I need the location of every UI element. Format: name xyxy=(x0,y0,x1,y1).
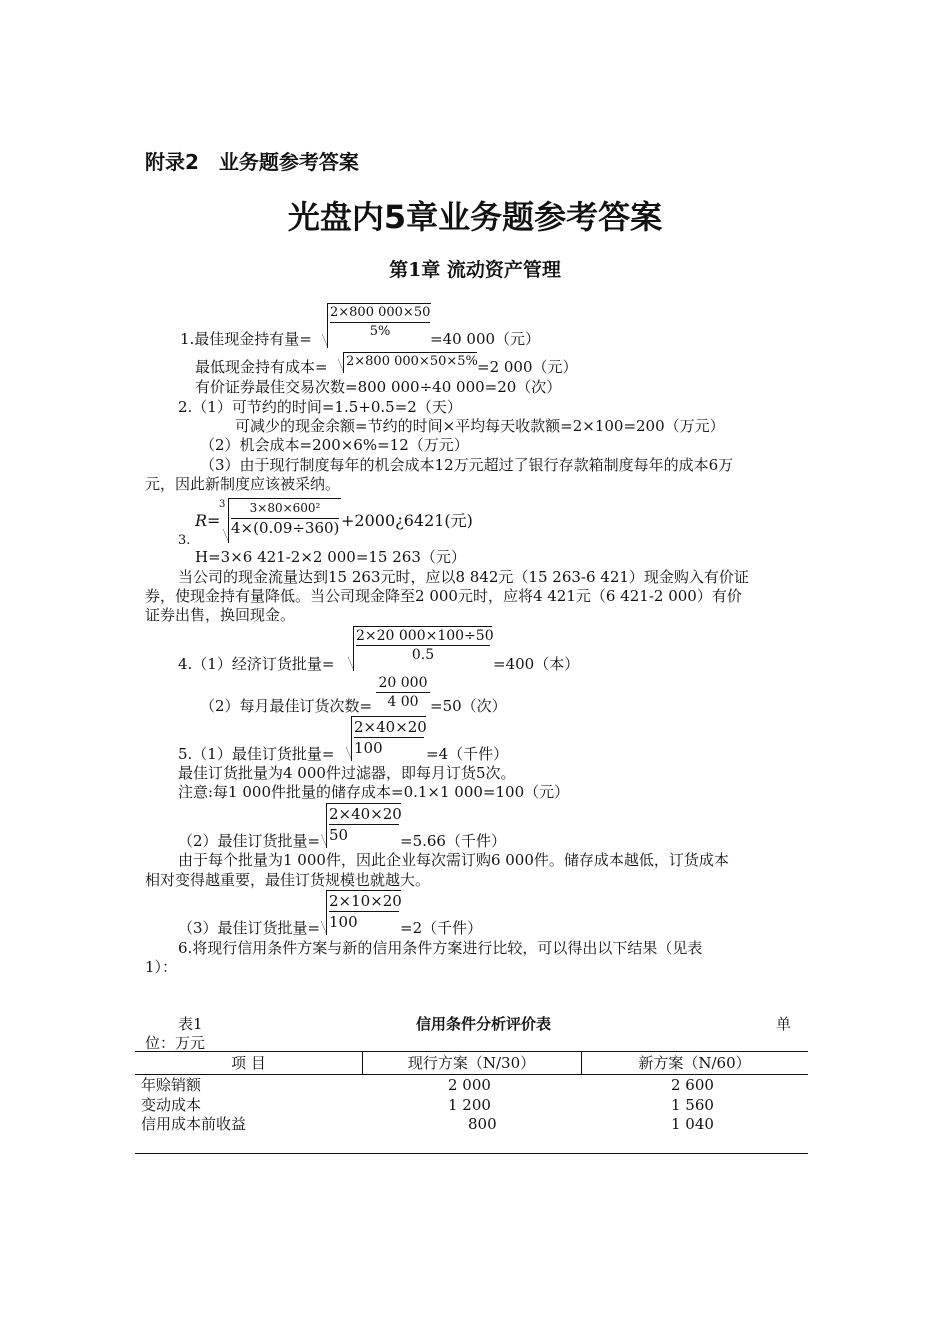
fraction-bar xyxy=(330,322,430,323)
q1-optimal-cash-result: =40 000（元） xyxy=(430,330,541,348)
header-current: 现行方案（N/30） xyxy=(407,1054,536,1072)
q6-line2: 1）： xyxy=(145,958,178,976)
page-title: 光盘内5章业务题参考答案 xyxy=(287,198,663,236)
q3-fraction xyxy=(231,500,339,538)
q5-fraction-1 xyxy=(354,718,427,757)
denominator: 50 xyxy=(329,826,349,844)
numerator: 2×10×20 xyxy=(329,892,402,910)
numerator: 3×80×600² xyxy=(249,501,321,515)
q1-min-cost-label: 最低现金持有成本= xyxy=(195,358,328,376)
fraction-bar xyxy=(329,824,399,825)
fraction-bar xyxy=(354,737,424,738)
q3-para2: 券，使现金持有量降低。当公司现金降至2 000元时，应将4 421元（6 421-2 000）有价 xyxy=(145,587,742,605)
q2-line2: 可减少的现金余额=节约的时间×平均每天收款额=2×100=200（万元） xyxy=(235,417,725,435)
q4-monthly-fraction xyxy=(376,675,430,710)
q2-line1: 2.（1）可节约的时间=1.5+0.5=2（天） xyxy=(178,398,462,416)
q1-fraction xyxy=(330,305,430,340)
row-label: 年赊销额 xyxy=(141,1076,202,1094)
numerator: 2×800 000×50 xyxy=(330,305,431,320)
credit-terms-table xyxy=(135,1051,808,1154)
table-unit-a: 单 xyxy=(776,1015,792,1033)
q6-line1: 6.将现行信用条件方案与新的信用条件方案进行比较，可以得出以下结果（见表 xyxy=(178,939,703,957)
header-item: 项 目 xyxy=(231,1054,266,1072)
q2-line4: （3）由于现行制度每年的机会成本12万元超过了银行存款箱制度每年的成本6万 xyxy=(200,456,734,474)
q5-line3: 注意:每1 000件批量的储存成本=0.1×1 000=100（元） xyxy=(178,783,570,801)
numerator: 2×40×20 xyxy=(329,805,402,823)
q2-line5: 元，因此新制度应该被采纳。 xyxy=(145,475,341,493)
row-label: 变动成本 xyxy=(141,1096,202,1114)
q3-label: 3. xyxy=(178,533,191,548)
denominator: 5% xyxy=(369,324,391,339)
fraction-bar xyxy=(356,645,490,646)
q5-line6: 相对变得越重要，最佳订货规模也就越大。 xyxy=(145,871,431,889)
cell-current: 800 xyxy=(468,1115,497,1133)
cell-current: 1 200 xyxy=(448,1096,491,1114)
fraction-bar xyxy=(329,911,399,912)
cell-current: 2 000 xyxy=(448,1076,491,1094)
q5-line5: 由于每个批量为1 000件，因此企业每次需订购6 000件。储存成本越低，订货成本 xyxy=(178,851,729,869)
q3-h: H=3×6 421-2×2 000=15 263（元） xyxy=(195,548,466,566)
denominator: 0.5 xyxy=(411,647,435,663)
table-label: 表1 xyxy=(178,1015,203,1033)
header-new: 新方案（N/60） xyxy=(638,1054,751,1072)
q4-eoq-label: 4.（1）经济订货批量= xyxy=(178,655,335,673)
q1-radicand: 2×800 000×50×5% xyxy=(346,354,478,369)
fraction-bar xyxy=(376,692,430,693)
table-unit-b: 位：万元 xyxy=(145,1034,206,1052)
cell-new: 2 600 xyxy=(671,1076,714,1094)
appendix-header: 附录2 业务题参考答案 xyxy=(145,150,359,174)
q5-line7-result: =2（千件） xyxy=(400,919,483,937)
q5-fraction-3 xyxy=(329,892,402,931)
q2-line3: （2）机会成本=200×6%=12（万元） xyxy=(200,436,469,454)
q5-line4-result: =5.66（千件） xyxy=(400,832,506,850)
denominator: 100 xyxy=(354,739,383,757)
chapter-title: 第1章 流动资产管理 xyxy=(389,259,561,281)
q4-monthly-result: =50（次） xyxy=(430,697,507,715)
q1-min-cost-result: =2 000（元） xyxy=(477,358,578,376)
q3-r-label: R= xyxy=(195,511,221,530)
q3-root-index: 3 xyxy=(219,499,226,510)
q1-optimal-cash-label: 1.最佳现金持有量= xyxy=(180,330,312,348)
q3-tail: +2000¿6421(元) xyxy=(341,511,473,530)
cell-new: 1 040 xyxy=(671,1115,714,1133)
denominator: 4 00 xyxy=(387,694,419,710)
denominator: 4×(0.09÷360) xyxy=(231,519,340,537)
q4-fraction xyxy=(356,628,494,663)
q4-eoq-result: =400（本） xyxy=(493,655,580,673)
cell-new: 1 560 xyxy=(671,1096,714,1114)
numerator: 2×40×20 xyxy=(354,718,427,736)
row-label: 信用成本前收益 xyxy=(141,1115,247,1133)
q3-para1: 当公司的现金流量达到15 263元时，应以8 842元（15 263-6 421）现金购入有价证 xyxy=(178,568,749,586)
q5-line2: 最佳订货批量为4 000件过滤器，即每月订货5次。 xyxy=(178,764,516,782)
q5-line1-label: 5.（1）最佳订货批量= xyxy=(178,745,335,763)
q5-fraction-2 xyxy=(329,805,402,844)
numerator: 20 000 xyxy=(378,675,428,691)
numerator: 2×20 000×100÷50 xyxy=(356,628,494,644)
q3-para3: 证券出售，换回现金。 xyxy=(145,606,296,624)
q4-monthly-label: （2）每月最佳订货次数= xyxy=(200,697,373,715)
q5-line1-result: =4（千件） xyxy=(426,745,509,763)
denominator: 100 xyxy=(329,913,358,931)
table-caption: 信用条件分析评价表 xyxy=(416,1015,552,1033)
q1-transaction-count: 有价证券最佳交易次数=800 000÷40 000=20（次） xyxy=(195,378,562,396)
q5-line4-label: （2）最佳订货批量= xyxy=(178,832,321,850)
q5-line7-label: （3）最佳订货批量= xyxy=(178,919,321,937)
